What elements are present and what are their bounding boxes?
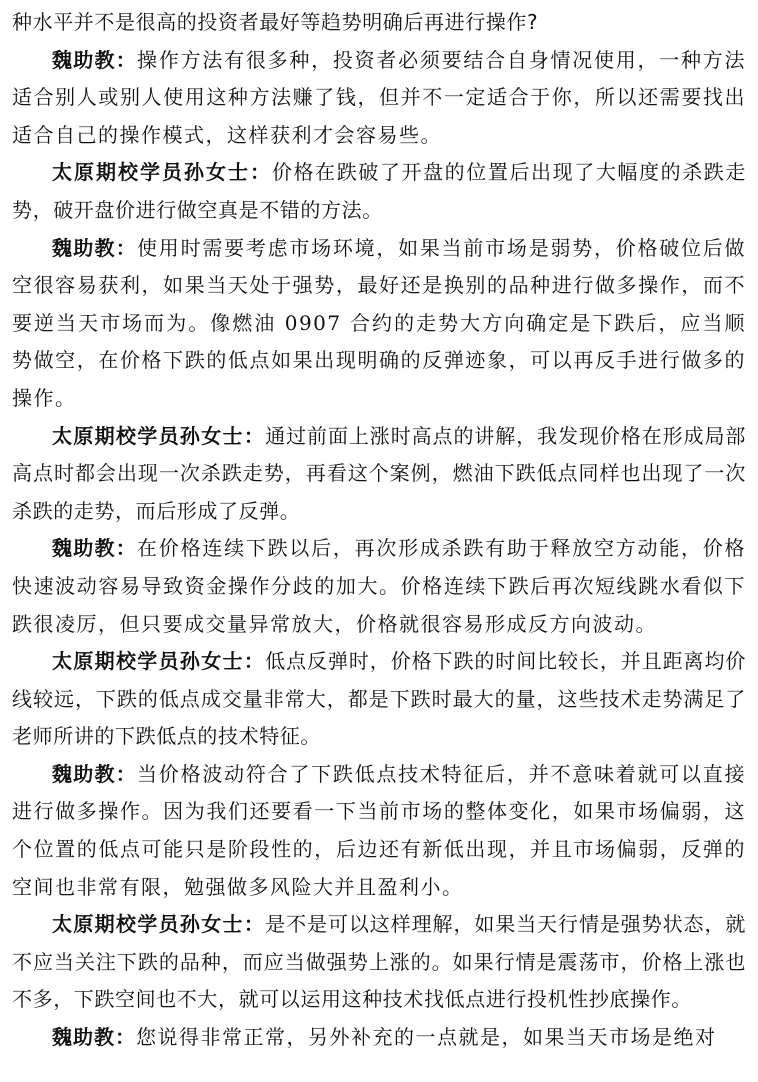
- speaker-label-teacher: 魏助教：: [52, 47, 138, 72]
- paragraph-student: [12, 154, 746, 229]
- paragraph-text: 在价格连续下跌以后，再次形成杀跌有助于释放空方动能，价格快速波动容易导致资金操作分歧的加大。价格连续下跌后再次短线跳水看似下跌很凌厉，但只要成交量异常放大，价格就很容易形成反方向波动。: [12, 536, 747, 636]
- paragraph-text: 操作方法有很多种，投资者必须要结合自身情况使用，一种方法适合别人或别人使用这种方法赚了钱，但并不一定适合于你，所以还需要找出适合自己的操作模式，这样获利才会容易些。: [12, 47, 747, 147]
- paragraph-teacher: [12, 42, 746, 155]
- speaker-label-student: 太原期校学员孙女士：: [52, 423, 266, 448]
- paragraph-student: [12, 906, 746, 1019]
- paragraph-text: 您说得非常正常，另外补充的一点就是，如果当天市场是绝对: [136, 1025, 717, 1050]
- paragraph-text: 使用时需要考虑市场环境，如果当前市场是弱势，价格破位后做空很容易获利，如果当天处于强势，最好还是换别的品种进行做多操作，而不要逆当天市场而为。像燃油 0907 合约的走势大方向确定是下跌后，应当顺势做空，在价格下跌的低点如果出现明确的反弹迹象，可以再反手进行做多的操作。: [12, 235, 747, 410]
- paragraph-text: 低点反弹时，价格下跌的时间比较长，并且距离均价线较远，下跌的低点成交量非常大，都是下跌时最大的量，这些技术走势满足了老师所讲的下跌低点的技术特征。: [12, 649, 746, 749]
- speaker-label-teacher: 魏助教：: [52, 235, 138, 260]
- paragraph-text: 是不是可以这样理解，如果当天行情是强势状态，就不应当关注下跌的品种，而应当做强势上涨的。如果行情是震荡市，价格上涨也不多，下跌空间也不大，就可以运用这种技术找低点进行投机性抄底操作。: [12, 912, 746, 1012]
- paragraph-teacher: [12, 530, 746, 643]
- speaker-label-teacher: 魏助教：: [52, 1025, 136, 1050]
- paragraph-text: 价格在跌破了开盘的位置后出现了大幅度的杀跌走势，破开盘价进行做空真是不错的方法。: [12, 160, 746, 222]
- speaker-label-student: 太原期校学员孙女士：: [52, 649, 266, 674]
- speaker-label-teacher: 魏助教：: [52, 536, 138, 561]
- paragraph-text: 种水平并不是很高的投资者最好等趋势明确后再进行操作?: [12, 10, 539, 34]
- paragraph-teacher: [12, 1019, 746, 1057]
- speaker-label-student: 太原期校学员孙女士：: [52, 160, 272, 185]
- paragraph-text: 通过前面上涨时高点的讲解，我发现价格在形成局部高点时都会出现一次杀跌走势，再看这个案例，燃油下跌低点同样也出现了一次杀跌的走势，而后形成了反弹。: [12, 423, 746, 523]
- paragraph-student: [12, 418, 746, 531]
- speaker-label-teacher: 魏助教：: [52, 761, 138, 786]
- speaker-label-student: 太原期校学员孙女士：: [52, 912, 266, 937]
- paragraph-continuation: [12, 4, 746, 42]
- paragraph-text: 当价格波动符合了下跌低点技术特征后，并不意味着就可以直接进行做多操作。因为我们还要看一下当前市场的整体变化，如果市场偏弱，这个位置的低点可能只是阶段性的，后边还有新低出现，并且市场偏弱，反弹的空间也非常有限，勉强做多风险大并且盈利小。: [12, 761, 747, 899]
- paragraph-student: [12, 643, 746, 756]
- paragraph-teacher: [12, 230, 746, 418]
- paragraph-teacher: [12, 756, 746, 906]
